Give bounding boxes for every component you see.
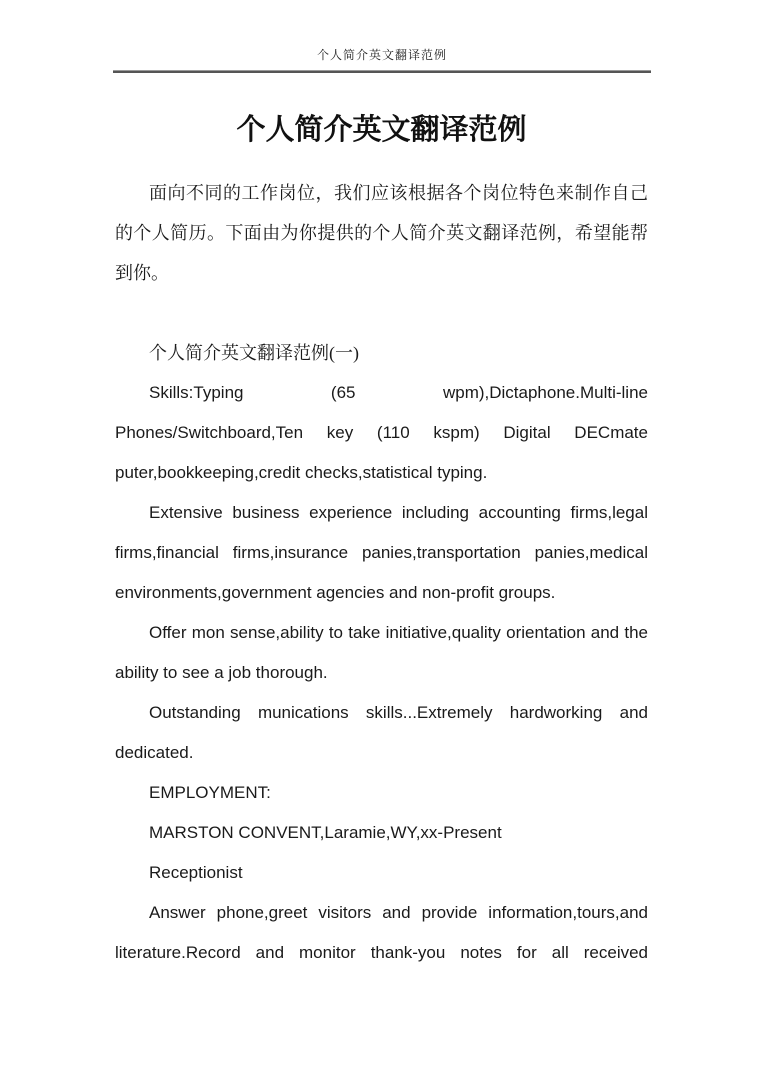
- offer-paragraph-line: Offer mon sense,ability to take initiative,quality orientation and the: [149, 623, 648, 642]
- skills-paragraph-line: Skills:Typing (65 wpm),Dictaphone.Multi-line: [149, 383, 648, 402]
- skills-paragraph-line: Phones/Switchboard,Ten key (110 kspm) Digital DECmate: [115, 423, 648, 442]
- page-header-title: 个人简介英文翻译范例: [316, 48, 447, 62]
- experience-paragraph-line: Extensive business experience including accounting firms,legal: [149, 503, 648, 522]
- skills-paragraph-line: puter,bookkeeping,credit checks,statistical typing.: [115, 463, 488, 482]
- offer-paragraph-line: ability to see a job thorough.: [115, 663, 328, 682]
- experience-paragraph-line: firms,financial firms,insurance panies,transportation panies,medical: [115, 543, 648, 562]
- section-heading: 个人简介英文翻译范例(一): [149, 343, 359, 363]
- intro-paragraph-line: 到你。: [115, 263, 169, 283]
- header-rule: [113, 70, 651, 73]
- employer-line: MARSTON CONVENT,Laramie,WY,xx-Present: [149, 823, 502, 842]
- experience-paragraph-line: environments,government agencies and non-profit groups.: [115, 583, 556, 602]
- intro-paragraph-line: 面向不同的工作岗位，我们应该根据各个岗位特色来制作自己: [149, 183, 648, 203]
- job-title-line: Receptionist: [149, 863, 243, 882]
- document-title: 个人简介英文翻译范例: [236, 114, 527, 147]
- duties-paragraph-line: literature.Record and monitor thank-you notes for all received: [115, 943, 648, 962]
- skills-summary-line: Outstanding munications skills...Extremely hardworking and: [149, 703, 648, 722]
- employment-heading: EMPLOYMENT:: [149, 783, 271, 802]
- intro-paragraph-line: 的个人简历。下面由为你提供的个人简介英文翻译范例，希望能帮: [115, 223, 648, 243]
- document-body: [115, 173, 648, 973]
- skills-summary-line: dedicated.: [115, 743, 194, 762]
- duties-paragraph-line: Answer phone,greet visitors and provide information,tours,and: [149, 903, 648, 922]
